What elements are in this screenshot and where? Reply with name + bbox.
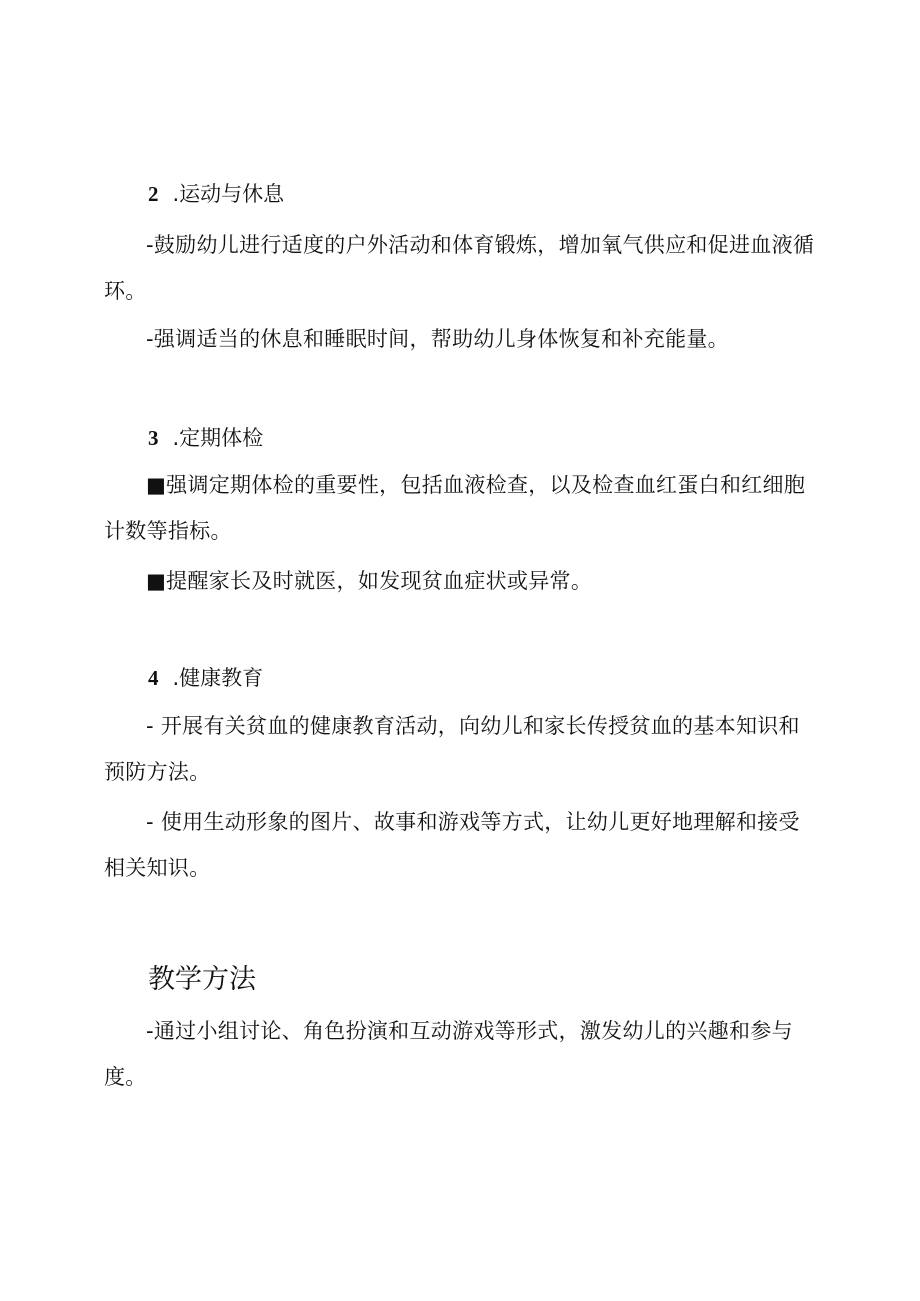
section-title: .运动与休息	[172, 182, 285, 206]
section-title: .定期体检	[172, 426, 264, 450]
section-number: 3	[148, 426, 159, 450]
paragraph: -鼓励幼儿进行适度的户外活动和体育锻炼，增加氧气供应和促进血液循环。	[104, 233, 815, 303]
section-heading-3	[148, 424, 263, 452]
paragraph: ■强调定期体检的重要性，包括血液检查，以及检查血红蛋白和红细胞计数等指标。	[104, 473, 806, 543]
section-number: 2	[148, 182, 159, 206]
section-heading-2	[148, 180, 284, 208]
paragraph: -通过小组讨论、角色扮演和互动游戏等形式，激发幼儿的兴趣和参与度。	[104, 1019, 793, 1089]
paragraph: - 开展有关贫血的健康教育活动，向幼儿和家长传授贫血的基本知识和预防方法。	[104, 714, 800, 784]
section-heading-4	[148, 664, 263, 692]
paragraph: -强调适当的休息和睡眠时间，帮助幼儿身体恢复和补充能量。	[146, 327, 729, 351]
paragraph: ■提醒家长及时就医，如发现贫血症状或异常。	[146, 569, 593, 593]
section-number: 4	[148, 666, 159, 690]
section-title: .健康教育	[172, 666, 264, 690]
section-title-teaching: 教学方法	[148, 964, 256, 995]
paragraph: - 使用生动形象的图片、故事和游戏等方式，让幼儿更好地理解和接受相关知识。	[104, 810, 800, 880]
